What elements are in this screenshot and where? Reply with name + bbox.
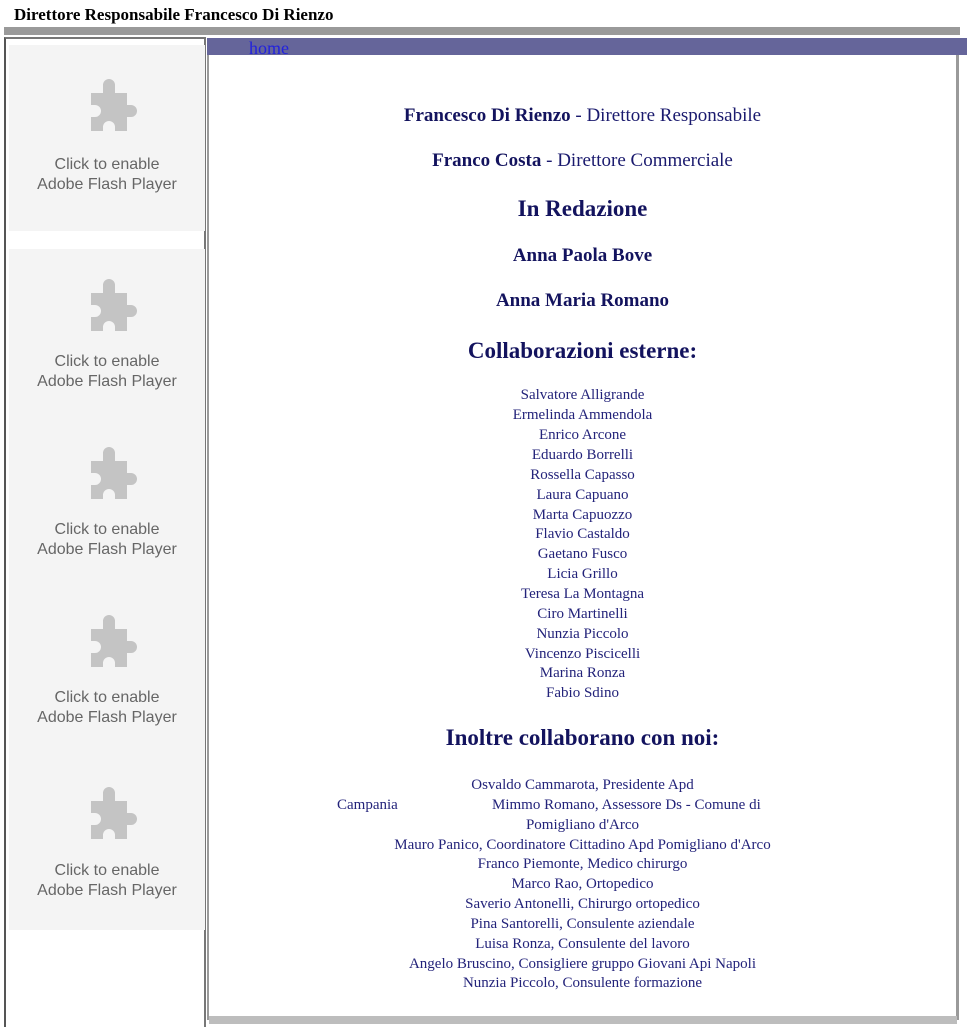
list-item: Marco Rao, Ortopedico — [511, 876, 654, 892]
list-item: Franco Piemonte, Medico chirurgo — [477, 856, 688, 872]
list-item: Pomigliano d'Arco — [525, 817, 640, 833]
flash-text-line2: Adobe Flash Player — [37, 541, 177, 558]
nav-bar — [207, 38, 967, 55]
flash-text-line1: Click to enable — [54, 862, 160, 879]
list-item: Flavio Castaldo — [535, 526, 630, 542]
list-item: Luisa Ronza, Consulente del lavoro — [475, 936, 690, 952]
list-item: Nunzia Piccolo — [536, 626, 629, 642]
separator: - — [570, 105, 587, 126]
puzzle-piece-icon — [81, 615, 137, 671]
flash-text-line1: Click to enable — [54, 353, 160, 370]
list-item: Osvaldo Cammarota, Presidente Apd — [471, 777, 694, 793]
flash-enable-text — [9, 861, 205, 901]
flash-text-line2: Adobe Flash Player — [37, 176, 177, 193]
bottom-divider — [209, 1016, 957, 1024]
flash-text-line2: Adobe Flash Player — [37, 882, 177, 899]
director-role: Direttore Responsabile — [586, 105, 762, 126]
list-item: Vincenzo Piscicelli — [524, 646, 641, 662]
director-line — [209, 105, 956, 127]
list-item: Mimmo Romano, Assessore Ds - Comune di — [492, 797, 761, 813]
flash-enable-text — [9, 352, 205, 392]
flash-text-line1: Click to enable — [54, 689, 160, 706]
flash-placeholder-5[interactable] — [9, 753, 205, 930]
director-line — [209, 150, 956, 172]
list-item: Laura Capuano — [536, 487, 629, 503]
separator: - — [541, 150, 558, 171]
sidebar — [4, 37, 206, 1027]
flash-text-line2: Adobe Flash Player — [37, 709, 177, 726]
redazione-member: Anna Paola Bove — [512, 245, 653, 266]
page-title: Direttore Responsabile Francesco Di Rienzo — [14, 5, 334, 24]
list-item: Eduardo Borrelli — [531, 447, 634, 463]
flash-enable-text — [9, 520, 205, 560]
list-item: Saverio Antonelli, Chirurgo ortopedico — [465, 896, 700, 912]
flash-text-line2: Adobe Flash Player — [37, 373, 177, 390]
director-name: Francesco Di Rienzo — [403, 105, 571, 126]
home-link[interactable]: home — [249, 38, 289, 55]
list-item: Nunzia Piccolo, Consulente formazione — [462, 975, 703, 991]
list-item: Rossella Capasso — [530, 467, 635, 483]
puzzle-piece-icon — [81, 787, 137, 843]
list-item: Teresa La Montagna — [520, 586, 645, 602]
list-item: Enrico Arcone — [538, 427, 627, 443]
inoltre-heading: Inoltre collaborano con noi: — [445, 725, 720, 750]
list-item: Licia Grillo — [547, 566, 618, 582]
collaborazioni-heading: Collaborazioni esterne: — [467, 338, 698, 363]
list-item: Gaetano Fusco — [537, 546, 628, 562]
flash-placeholder-2[interactable] — [9, 249, 205, 417]
list-item: Marta Capuozzo — [532, 507, 633, 523]
flash-text-line1: Click to enable — [54, 156, 160, 173]
top-divider — [4, 27, 960, 35]
puzzle-piece-icon — [81, 279, 137, 335]
list-item: Angelo Bruscino, Consigliere gruppo Giovani Api Napoli — [408, 956, 757, 972]
main-content — [207, 55, 959, 1020]
list-item: Mauro Panico, Coordinatore Cittadino Apd Pomigliano d'Arco — [394, 837, 771, 853]
list-item: Fabio Sdino — [546, 685, 619, 701]
puzzle-piece-icon — [81, 79, 137, 135]
list-item: Ermelinda Ammendola — [512, 407, 653, 423]
list-item: Campania — [337, 797, 398, 813]
flash-enable-text — [9, 688, 205, 728]
puzzle-piece-icon — [81, 447, 137, 503]
flash-enable-text — [9, 155, 205, 195]
redazione-heading: In Redazione — [517, 196, 648, 221]
list-item: Marina Ronza — [539, 665, 626, 681]
director-name: Franco Costa — [432, 150, 542, 171]
flash-placeholder-3[interactable] — [9, 417, 205, 585]
redazione-member: Anna Maria Romano — [495, 290, 670, 311]
flash-text-line1: Click to enable — [54, 521, 160, 538]
list-item: Ciro Martinelli — [537, 606, 628, 622]
flash-placeholder-1[interactable] — [9, 45, 205, 231]
director-role: Direttore Commerciale — [557, 150, 733, 171]
flash-placeholder-4[interactable] — [9, 585, 205, 753]
list-item: Pina Santorelli, Consulente aziendale — [470, 916, 695, 932]
list-item: Salvatore Alligrande — [520, 387, 645, 403]
